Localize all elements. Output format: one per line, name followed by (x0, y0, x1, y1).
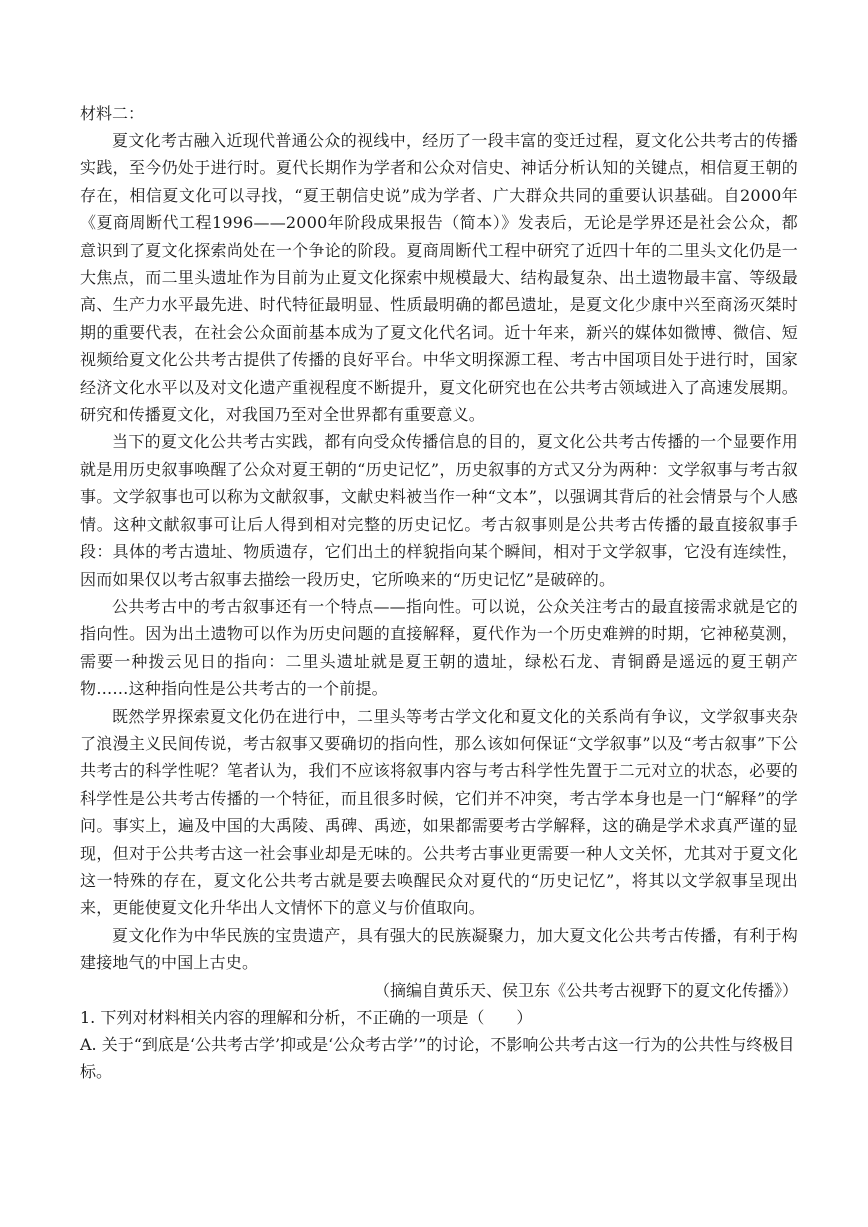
source-citation: （摘编自黄乐天、侯卫东《公共考古视野下的夏文化传播》） (373, 980, 798, 1000)
paragraph-2: 当下的夏文化公共考古实践，都有向受众传播信息的目的，夏文化公共考古传播的一个显要作用就是用历史叙事唤醒了公众对夏王朝的“历史记忆”，历史叙事的方式又分为两种：文学叙事与考古叙事。文学叙事也可以称为文献叙事，文献史料被当作一种“文本”，以强调其背后的社会情景与个人感情。这种文献叙事可让后人得到相对完整的历史记忆。考古叙事则是公共考古传播的最直接叙事手段：具体的考古遗址、物质遗存，它们出土的样貌指向某个瞬间，相对于文学叙事，它没有连续性，因而如果仅以考古叙事去描绘一段历史，它所唤来的“历史记忆”是破碎的。 (80, 432, 798, 589)
paragraph-5: 夏文化作为中华民族的宝贵遗产，具有强大的民族凝聚力，加大夏文化公共考古传播，有利于构建接地气的中国上古史。 (80, 925, 798, 973)
question-1: 1. 下列对材料相关内容的理解和分析，不正确的一项是（ ） (80, 1007, 533, 1027)
paragraph-4: 既然学界探索夏文化仍在进行中，二里头等考古学文化和夏文化的关系尚有争议，文学叙事夹杂了浪漫主义民间传说，考古叙事又要确切的指向性，那么该如何保证“文学叙事”以及“考古叙事”下公共考古的科学性呢？笔者认为，我们不应该将叙事内容与考古科学性先置于二元对立的状态，必要的科学性是公共考古传播的一个特征，而且很多时候，它们并不冲突，考古学本身也是一门“解释”的学问。事实上，遍及中国的大禹陵、禹碑、禹迹，如果都需要考古学解释，这的确是学术求真严谨的显现，但对于公共考古这一社会事业却是无味的。公共考古事业更需要一种人文关怀，尤其对于夏文化这一特殊的存在，夏文化公共考古就是要去唤醒民众对夏代的“历史记忆”，将其以文学叙事呈现出来，更能使夏文化升华出人文情怀下的意义与价值取向。 (80, 706, 798, 918)
material-heading: 材料二： (80, 104, 145, 123)
option-a: A. 关于“到底是‘公共考古学’抑或是‘公众考古学’”的讨论，不影响公共考古这一行为的公共性与终极目标。 (80, 1034, 795, 1081)
paragraph-1: 夏文化考古融入近现代普通公众的视线中，经历了一段丰富的变迁过程，夏文化公共考古的传播实践，至今仍处于进行时。夏代长期作为学者和公众对信史、神话分析认知的关键点，相信夏王朝的存在，相信夏文化可以寻找，“夏王朝信史说”成为学者、广大群众共同的重要认识基础。自2000年《夏商周断代工程1996——2000年阶段成果报告（简本）》发表后，无论是学界还是社会公众，都意识到了夏文化探索尚处在一个争论的阶段。夏商周断代工程中研究了近四十年的二里头文化仍是一大焦点，而二里头遗址作为目前为止夏文化探索中规模最大、结构最复杂、出土遗物最丰富、等级最高、生产力水平最先进、时代特征最明显、性质最明确的都邑遗址，是夏文化少康中兴至商汤灭桀时期的重要代表，在社会公众面前基本成为了夏文化代名词。近十年来，新兴的媒体如微博、微信、短视频给夏文化公共考古提供了传播的良好平台。中华文明探源工程、考古中国项目处于进行时，国家经济文化水平以及对文化遗产重视程度不断提升，夏文化研究也在公共考古领域进入了高速发展期。研究和传播夏文化，对我国乃至对全世界都有重要意义。 (80, 131, 798, 425)
paragraph-3: 公共考古中的考古叙事还有一个特点——指向性。可以说，公众关注考古的最直接需求就是它的指向性。因为出土遗物可以作为历史问题的直接解释，夏代作为一个历史难辨的时期，它神秘莫测，需要一种拨云见日的指向：二里头遗址就是夏王朝的遗址，绿松石龙、青铜爵是遥远的夏王朝产物……这种指向性是公共考古的一个前提。 (80, 596, 798, 699)
